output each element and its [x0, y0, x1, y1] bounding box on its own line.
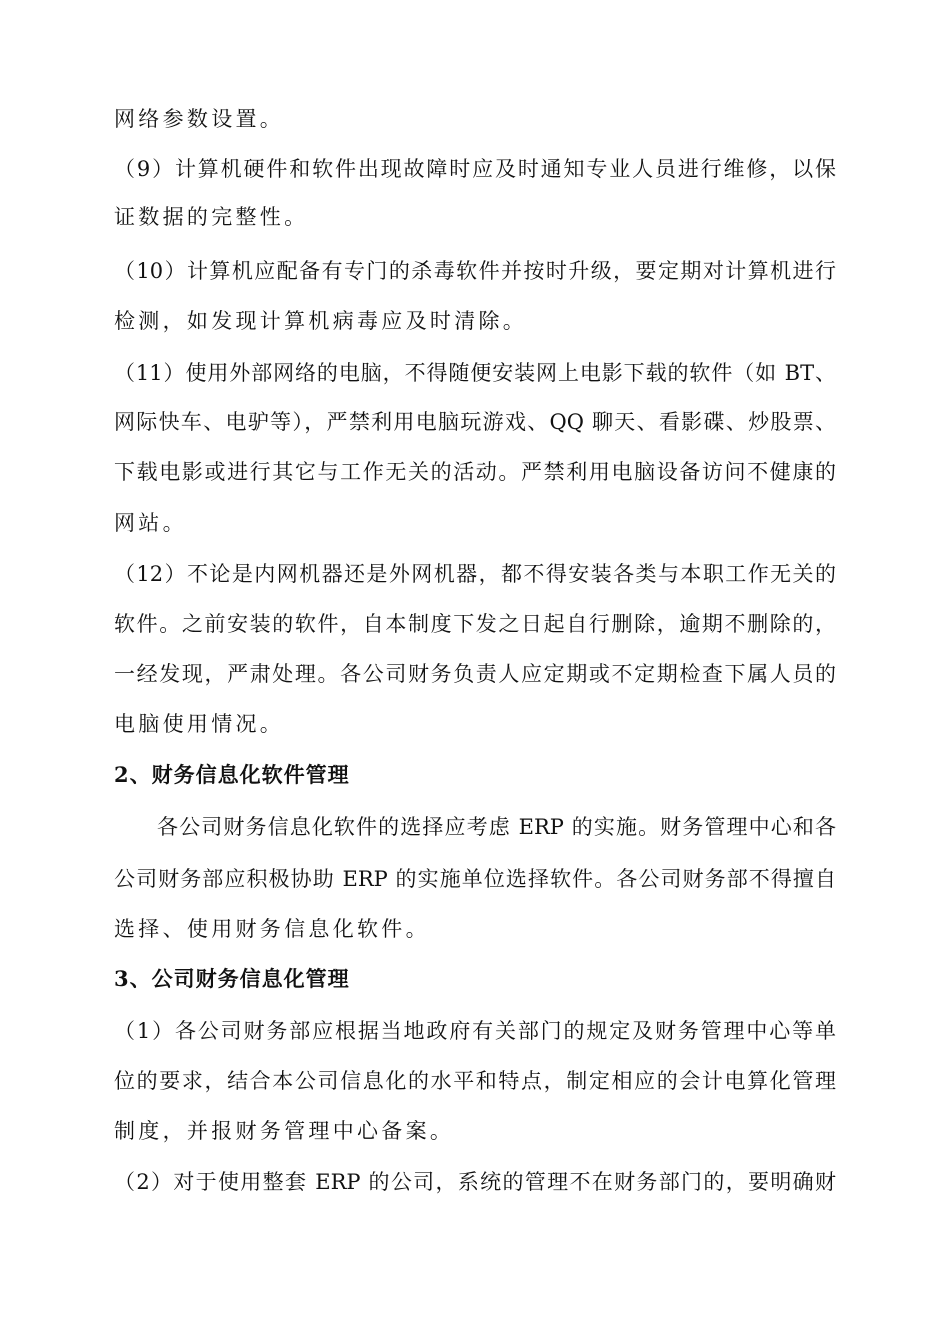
- paragraph-line: 各公司财务信息化软件的选择应考虑 ERP 的实施。财务管理中心和各: [157, 815, 836, 839]
- paragraph-line: （9）计算机硬件和软件出现故障时应及时通知专业人员进行维修，以保: [114, 157, 836, 181]
- paragraph-line: （12）不论是内网机器还是外网机器，都不得安装各类与本职工作无关的: [114, 562, 836, 586]
- paragraph-line: 公司财务部应积极协助 ERP 的实施单位选择软件。各公司财务部不得擅自: [114, 867, 836, 891]
- paragraph-line: 位的要求，结合本公司信息化的水平和特点，制定相应的会计电算化管理: [114, 1069, 836, 1093]
- paragraph-line: 一经发现，严肃处理。各公司财务负责人应定期或不定期检查下属人员的: [114, 662, 836, 686]
- paragraph-line: 制度，并报财务管理中心备案。: [114, 1119, 455, 1143]
- paragraph-line: 网际快车、电驴等），严禁利用电脑玩游戏、QQ 聊天、看影碟、炒股票、: [114, 410, 836, 434]
- paragraph-line: 下载电影或进行其它与工作无关的活动。严禁利用电脑设备访问不健康的: [114, 460, 836, 484]
- paragraph-line: （1）各公司财务部应根据当地政府有关部门的规定及财务管理中心等单: [114, 1019, 836, 1043]
- paragraph-line: （10）计算机应配备有专门的杀毒软件并按时升级，要定期对计算机进行: [114, 259, 836, 283]
- section-heading: 2、财务信息化软件管理: [114, 762, 350, 787]
- paragraph-line: 检测，如发现计算机病毒应及时清除。: [114, 309, 528, 333]
- paragraph-line: 选择、使用财务信息化软件。: [114, 917, 430, 941]
- paragraph-line: 网站。: [114, 511, 187, 535]
- paragraph-line: 电脑使用情况。: [114, 712, 285, 736]
- paragraph-line: （2）对于使用整套 ERP 的公司，系统的管理不在财务部门的，要明确财: [114, 1170, 836, 1194]
- paragraph-line: 网络参数设置。: [114, 107, 285, 131]
- paragraph-line: （11）使用外部网络的电脑，不得随便安装网上电影下载的软件（如 BT、: [114, 361, 836, 385]
- section-heading: 3、公司财务信息化管理: [114, 966, 350, 991]
- paragraph-line: 证数据的完整性。: [114, 205, 309, 229]
- paragraph-line: 软件。之前安装的软件，自本制度下发之日起自行删除，逾期不删除的，: [114, 612, 836, 636]
